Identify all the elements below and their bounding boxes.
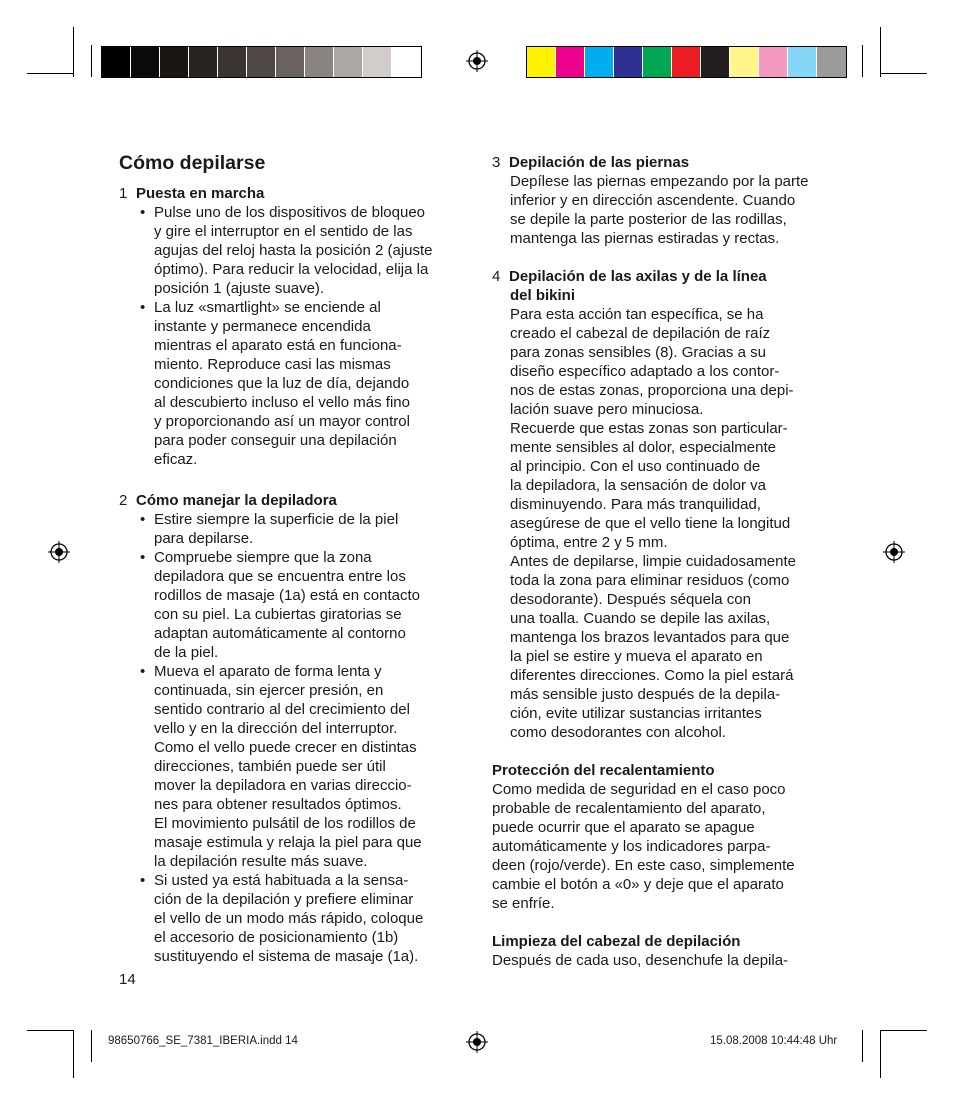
text-line: mente sensibles al dolor, especialmente [510,439,776,456]
footer-datetime: 15.08.2008 10:44:48 Uhr [710,1035,838,1047]
text-line: la piel se estire y mueva el aparato en [510,648,763,665]
color-swatch [247,47,276,77]
crop-mark [880,1030,927,1031]
text-line: continuada, sin ejercer presión, en [154,682,384,699]
text-line: • Si usted ya está habituada a la sensa- [154,872,409,889]
text-line: Como el vello puede crecer en distintas [154,739,417,756]
color-swatch [363,47,392,77]
text-line: mantenga las piernas estiradas y rectas. [510,230,780,247]
grayscale-color-bar [101,46,422,78]
footer-file-name: 98650766_SE_7381_IBERIA.indd 14 [108,1035,298,1047]
text-line: óptima, entre 2 y 5 mm. [510,534,668,551]
section-title: Depilación de las piernas [509,154,690,171]
text-line: masaje estimula y relaja la piel para que [154,834,422,851]
text-line: vello y en la dirección del interruptor. [154,720,398,737]
text-line: Para esta acción tan específica, se ha [510,306,764,323]
bullet-item [119,510,474,548]
text-line: disminuyendo. Para más tranquilidad, [510,496,761,513]
color-swatch [672,47,701,77]
section-body [492,951,842,970]
text-line: mantenga los brazos levantados para que [510,629,790,646]
text-line: y gire el interruptor en el sentido de las [154,223,413,240]
section-title: Protección del recalentamiento [492,762,715,779]
crop-mark [27,73,74,74]
color-swatch [585,47,614,77]
text-line: direcciones, también puede ser útil [154,758,386,775]
text-line: diferentes direcciones. Como la piel estará [510,667,794,684]
section-number: 3 [492,154,501,171]
text-line: y proporcionando así un mayor control [154,413,410,430]
text-line: rodillos de masaje (1a) está en contacto [154,587,420,604]
text-line: Antes de depilarse, limpie cuidadosamente [510,553,797,570]
bullet-list [119,203,474,469]
bullet-item [119,548,474,662]
section-title-line: Depilación de las axilas y de la línea [509,268,767,285]
text-line: al principio. Con el uso continuado de [510,458,761,475]
color-swatch [527,47,556,77]
crop-mark [880,27,881,77]
section-depilacion-piernas [492,153,842,248]
text-line: sustituyendo el sistema de masaje (1a). [154,948,419,965]
text-line: el accesorio de posicionamiento (1b) [154,929,399,946]
crop-mark [27,1030,74,1031]
text-line: sentido contrario al del crecimiento del [154,701,410,718]
text-line: desodorante). Después séquela con [510,591,751,608]
crop-mark [73,27,74,77]
section-body [492,780,842,913]
text-line: se depile la parte posterior de las rodillas, [510,211,787,228]
text-line: eficaz. [154,451,198,468]
text-line: la depiladora, la sensación de dolor va [510,477,767,494]
section-number: 1 [119,185,128,202]
section-body [492,305,842,742]
color-swatch [643,47,672,77]
text-line: como desodorantes con alcohol. [510,724,726,741]
section-number: 4 [492,268,501,285]
registration-mark-icon [466,1031,488,1053]
text-line: óptimo). Para reducir la velocidad, elija la [154,261,429,278]
crop-mark [862,1030,863,1062]
bullet-item [119,871,474,966]
text-line: al descubierto incluso el vello más fino [154,394,410,411]
text-line: ción de la depilación y prefiere eliminar [154,891,414,908]
text-line: Después de cada uso, desenchufe la depila- [492,952,789,969]
page-title: Cómo depilarse [119,152,266,174]
text-line: Depílese las piernas empezando por la parte [510,173,809,190]
crop-mark [91,45,92,77]
process-color-bar [526,46,847,78]
color-swatch [614,47,643,77]
color-swatch [131,47,160,77]
section-limpieza-cabezal [492,932,842,970]
left-column [119,151,474,989]
registration-mark-icon [466,50,488,72]
section-title: Cómo manejar la depiladora [136,492,337,509]
color-swatch [730,47,759,77]
text-line: una toalla. Cuando se depile las axilas, [510,610,771,627]
color-swatch [788,47,817,77]
color-swatch [305,47,334,77]
text-line: puede ocurrir que el aparato se apague [492,819,755,836]
text-line: adaptan automáticamente al contorno [154,625,406,642]
bullet-item [119,298,474,469]
text-line: • Pulse uno de los dispositivos de bloqueo [154,204,426,221]
crop-mark [91,1030,92,1062]
crop-mark [880,73,927,74]
color-swatch [392,47,421,77]
text-line: inferior y en dirección ascendente. Cuando [510,192,796,209]
bullet-list [119,510,474,966]
text-line: creado el cabezal de depilación de raíz [510,325,771,342]
text-line: condiciones que la luz de día, dejando [154,375,410,392]
text-line: Recuerde que estas zonas son particular- [510,420,788,437]
text-line: más sensible justo después de la depila- [510,686,781,703]
text-line: • La luz «smartlight» se enciende al [154,299,381,316]
section-proteccion-recalentamiento [492,761,842,913]
text-line: depiladora que se encuentra entre los [154,568,406,585]
text-line: miento. Reproduce casi las mismas [154,356,391,373]
text-line: de la piel. [154,644,219,661]
bullet-item [119,662,474,871]
text-line: para depilarse. [154,530,254,547]
section-como-manejar [119,491,474,966]
color-swatch [189,47,218,77]
text-line: mover la depiladora en varias direccio- [154,777,412,794]
text-line: agujas del reloj hasta la posición 2 (ajuste [154,242,433,259]
section-title-line: del bikini [510,287,576,304]
color-swatch [817,47,846,77]
text-line: con su piel. La cubiertas giratorias se [154,606,402,623]
section-depilacion-axilas [492,267,842,742]
color-swatch [334,47,363,77]
text-line: • Mueva el aparato de forma lenta y [154,663,382,680]
color-swatch [102,47,131,77]
bullet-item [119,203,474,298]
text-line: probable de recalentamiento del aparato, [492,800,766,817]
section-puesta-en-marcha [119,184,474,469]
color-swatch [160,47,189,77]
crop-mark [880,1030,881,1078]
text-line: lación suave pero minuciosa. [510,401,704,418]
color-swatch [556,47,585,77]
text-line: diseño específico adaptado a los contor- [510,363,780,380]
text-line: nes para obtener resultados óptimos. [154,796,402,813]
text-line: para poder conseguir una depilación [154,432,397,449]
text-line: toda la zona para eliminar residuos (como [510,572,790,589]
text-line: la depilación resulte más suave. [154,853,368,870]
text-line: el vello de un modo más rápido, coloque [154,910,424,927]
section-title: Puesta en marcha [136,185,265,202]
text-line: asegúrese de que el vello tiene la longitud [510,515,791,532]
text-line: instante y permanece encendida [154,318,371,335]
color-swatch [701,47,730,77]
right-column [492,153,842,970]
text-line: deen (rojo/verde). En este caso, simplemente [492,857,795,874]
color-swatch [276,47,305,77]
text-line: automáticamente y los indicadores parpa- [492,838,771,855]
color-swatch [759,47,788,77]
registration-mark-icon [48,541,70,563]
text-line: mientras el aparato está en funciona- [154,337,402,354]
text-line: ción, evite utilizar sustancias irritantes [510,705,762,722]
text-line: • Compruebe siempre que la zona [154,549,372,566]
text-line: posición 1 (ajuste suave). [154,280,325,297]
text-line: nos de estas zonas, proporciona una depi- [510,382,794,399]
crop-mark [73,1030,74,1078]
section-number: 2 [119,492,128,509]
section-body [492,172,842,248]
text-line: cambie el botón a «0» y deje que el aparato [492,876,784,893]
text-line: El movimiento pulsátil de los rodillos de [154,815,416,832]
text-line: Como medida de seguridad en el caso poco [492,781,786,798]
text-line: para zonas sensibles (8). Gracias a su [510,344,766,361]
text-line: • Estire siempre la superficie de la piel [154,511,399,528]
crop-mark [862,45,863,77]
registration-mark-icon [883,541,905,563]
color-swatch [218,47,247,77]
text-line: se enfríe. [492,895,555,912]
page-number: 14 [119,971,136,988]
section-title: Limpieza del cabezal de depilación [492,933,741,950]
